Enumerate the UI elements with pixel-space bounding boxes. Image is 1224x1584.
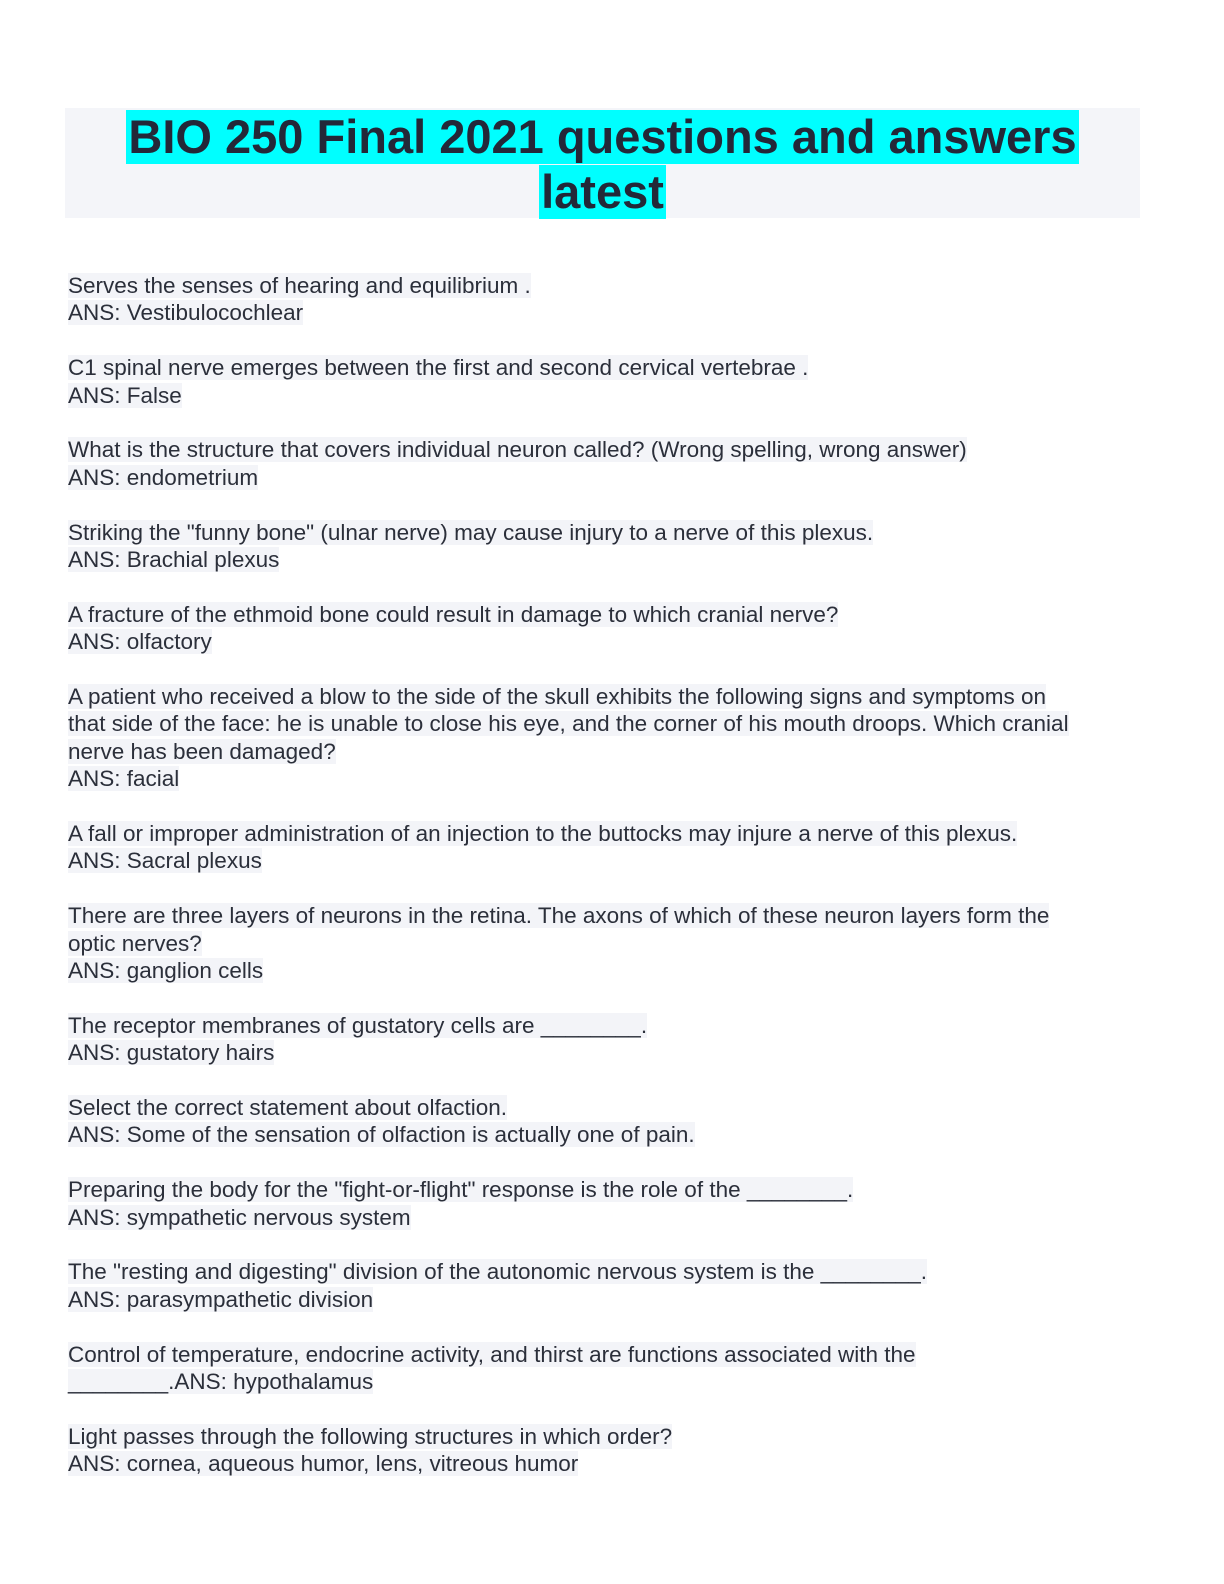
qa-item [68, 601, 1138, 656]
qa-answer: ANS: parasympathetic division [68, 1286, 374, 1312]
qa-item [68, 1258, 1138, 1313]
title-line-1: BIO 250 Final 2021 questions and answers [128, 110, 1077, 163]
qa-item [68, 436, 1138, 491]
qa-item [68, 519, 1138, 574]
qa-item [68, 1094, 1138, 1149]
qa-item [68, 1341, 1138, 1396]
qa-item [68, 272, 1138, 327]
qa-answer: ANS: gustatory hairs [68, 1040, 275, 1066]
qa-line: Serves the senses of hearing and equilibrium . [68, 273, 531, 298]
qa-answer: ANS: Vestibulocochlear [68, 300, 304, 326]
qa-line: A fracture of the ethmoid bone could result in damage to which cranial nerve? [68, 601, 839, 627]
qa-line: Control of temperature, endocrine activity, and thirst are functions associated with the [68, 1341, 916, 1367]
document-title [65, 108, 1140, 218]
qa-answer: ANS: Brachial plexus [68, 547, 280, 573]
qa-answer: ANS: cornea, aqueous humor, lens, vitreous humor [68, 1451, 579, 1477]
qa-line: that side of the face: he is unable to close his eye, and the corner of his mouth droops. Which cranial [68, 711, 1069, 737]
qa-answer: ANS: sympathetic nervous system [68, 1204, 411, 1230]
qa-item [68, 902, 1138, 984]
qa-line: nerve has been damaged? [68, 738, 336, 764]
qa-answer: ANS: ganglion cells [68, 958, 264, 984]
qa-line: The "resting and digesting" division of the autonomic nervous system is the ________. [68, 1259, 927, 1285]
qa-line: Striking the "funny bone" (ulnar nerve) may cause injury to a nerve of this plexus. [68, 519, 874, 545]
qa-item [68, 354, 1138, 409]
qa-line: A patient who received a blow to the side of the skull exhibits the following signs and symptoms on [68, 684, 1047, 710]
qa-answer: ANS: Some of the sensation of olfaction is actually one of pain. [68, 1122, 695, 1148]
qa-line: Preparing the body for the "fight-or-flight" response is the role of the ________. [68, 1177, 854, 1203]
qa-answer: ANS: Sacral plexus [68, 848, 262, 874]
qa-answer: ________.ANS: hypothalamus [68, 1369, 374, 1395]
qa-answer: ANS: endometrium [68, 464, 259, 490]
qa-line: A fall or improper administration of an injection to the buttocks may injure a nerve of this plexus. [68, 821, 1018, 847]
qa-item [68, 683, 1138, 793]
title-line-2: latest [541, 165, 664, 218]
qa-item [68, 1176, 1138, 1231]
qa-line: Light passes through the following structures in which order? [68, 1423, 673, 1449]
qa-line: There are three layers of neurons in the retina. The axons of which of these neuron layers form the [68, 903, 1050, 929]
qa-answer: ANS: olfactory [68, 629, 212, 655]
qa-answer: ANS: False [68, 382, 182, 408]
qa-item [68, 1012, 1138, 1067]
qa-item [68, 820, 1138, 875]
qa-item [68, 1423, 1138, 1478]
qa-line: C1 spinal nerve emerges between the first and second cervical vertebrae . [68, 355, 809, 381]
qa-line: The receptor membranes of gustatory cells are ________. [68, 1012, 648, 1038]
qa-answer: ANS: facial [68, 766, 180, 792]
qa-line: optic nerves? [68, 930, 202, 956]
qa-line: What is the structure that covers individual neuron called? (Wrong spelling, wrong answer) [68, 437, 967, 463]
qa-line: Select the correct statement about olfaction. [68, 1095, 507, 1121]
qa-list [68, 272, 1138, 1505]
